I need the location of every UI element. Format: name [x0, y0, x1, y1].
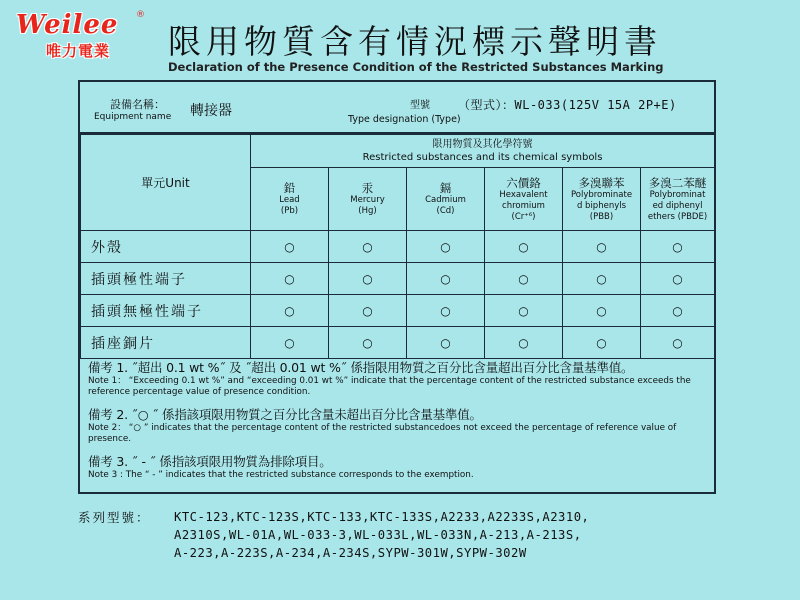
type-label-en: Type designation (Type)	[348, 114, 461, 125]
equipment-section	[80, 82, 714, 134]
mark-cell: ○	[641, 263, 715, 295]
substance-en: Lead	[279, 195, 300, 205]
note-3-zh: 備考 3. ˝ - ˝ 係指該項限用物質為排除項目。	[88, 454, 332, 469]
substance-symbol: (Cd)	[436, 206, 455, 216]
substance-en-2: ed diphenyl	[652, 200, 703, 211]
unit-name: 插頭極性端子	[81, 263, 251, 295]
substance-header-cadmium	[407, 168, 485, 231]
substance-symbol: (Hg)	[358, 206, 377, 216]
mark-cell: ○	[485, 327, 563, 359]
mark-cell: ○	[251, 295, 329, 327]
mark-cell: ○	[407, 295, 485, 327]
declaration-document	[78, 80, 716, 494]
equipment-label-zh: 設備名稱：	[110, 98, 165, 111]
mark-cell: ○	[329, 263, 407, 295]
mark-cell: ○	[407, 231, 485, 263]
mark-cell: ○	[485, 263, 563, 295]
table-row	[81, 327, 715, 359]
substance-en: Polybrominat	[649, 189, 706, 200]
substance-symbol: (Pb)	[280, 206, 299, 216]
note-2-en: Note 2： “○ ” indicates that the percentage content of the restricted substancedoes not exceed the percentage of reference value of presence.	[88, 423, 677, 444]
mark-cell: ○	[329, 327, 407, 359]
substance-en-2: d biphenyls	[576, 200, 627, 211]
mark-cell: ○	[251, 327, 329, 359]
logo-company-text: 唯力電業	[46, 42, 111, 60]
note-3-en: Note 3 : The “ - ” indicates that the restricted substance corresponds to the exemption.	[88, 470, 474, 480]
mark-cell: ○	[641, 295, 715, 327]
series-line: A-223,A-223S,A-234,A-234S,SYPW-301W,SYPW-302W	[174, 546, 527, 560]
type-value: （型式）：WL-033(125V 15A 2P+E)	[458, 98, 677, 112]
table-row	[81, 295, 715, 327]
mark-cell: ○	[641, 327, 715, 359]
mark-cell: ○	[563, 263, 641, 295]
substance-en-2: chromium	[502, 200, 545, 211]
page-subtitle: Declaration of the Presence Condition of the Restricted Substances Marking	[168, 60, 664, 74]
series-list	[174, 508, 589, 562]
substance-zh: 多溴二苯醚	[648, 175, 707, 190]
mark-cell: ○	[563, 327, 641, 359]
mark-cell: ○	[485, 295, 563, 327]
unit-name: 插頭無極性端子	[81, 295, 251, 327]
mark-cell: ○	[407, 263, 485, 295]
substance-header-chromium	[485, 168, 563, 231]
mark-cell: ○	[485, 231, 563, 263]
substance-header-mercury	[329, 168, 407, 231]
substance-en: Cadmium	[425, 195, 466, 205]
mark-cell: ○	[251, 263, 329, 295]
unit-name: 外殼	[81, 231, 251, 263]
series-line: KTC-123,KTC-123S,KTC-133,KTC-133S,A2233,A2233S,A2310,	[174, 510, 590, 524]
series-label: 系列型號：	[78, 510, 151, 525]
substance-symbol: (PBB)	[589, 211, 614, 222]
substance-zh: 汞	[361, 181, 374, 195]
unit-header: 單元Unit	[81, 135, 251, 231]
substance-group-header	[251, 135, 715, 168]
substance-header-pbb	[563, 168, 641, 231]
notes-section	[80, 355, 714, 490]
substance-zh: 鉛	[283, 181, 296, 195]
table-row	[81, 231, 715, 263]
substance-zh: 鎘	[439, 181, 452, 195]
substance-symbol: ethers (PBDE)	[647, 211, 708, 222]
note-1-en: Note 1： “Exceeding 0.1 wt %” and “exceeding 0.01 wt %” indicate that the percentage content of the restricted substance exceeds the reference percentage value of presence condition.	[88, 376, 691, 397]
substance-table	[80, 134, 715, 359]
registered-mark: ®	[136, 10, 145, 20]
mark-cell: ○	[407, 327, 485, 359]
mark-cell: ○	[641, 231, 715, 263]
type-label: 型號	[410, 100, 430, 111]
mark-cell: ○	[563, 295, 641, 327]
substance-zh: 六價鉻	[506, 175, 541, 190]
equipment-name-value: 轉接器	[190, 103, 232, 119]
substance-en: Polybrominate	[570, 189, 633, 200]
note-2-zh: 備考 2. ˝○ ˝ 係指該項限用物質之百分比含量未超出百分比含量基準值。	[88, 407, 482, 422]
group-header-en: Restricted substances and its chemical symbols	[362, 152, 603, 163]
substance-zh: 多溴聯苯	[578, 175, 625, 190]
equipment-label-en: Equipment name	[94, 112, 172, 122]
mark-cell: ○	[563, 231, 641, 263]
substance-header-pbde	[641, 168, 715, 231]
mark-cell: ○	[329, 295, 407, 327]
note-1-zh: 備考 1. ˝超出 0.1 wt %˝ 及 ˝超出 0.01 wt %˝ 係指限用物質之百分比含量超出百分比含量基準值。	[88, 360, 634, 375]
unit-name: 插座銅片	[81, 327, 251, 359]
logo-brand-text: Weilee	[16, 10, 119, 40]
series-line: A2310S,WL-01A,WL-033-3,WL-033L,WL-033N,A-213,A-213S,	[174, 528, 582, 542]
mark-cell: ○	[329, 231, 407, 263]
company-logo	[16, 10, 144, 58]
substance-header-lead	[251, 168, 329, 231]
group-header-zh: 限用物質及其化學符號	[432, 139, 533, 150]
substance-symbol: (Cr⁺⁶)	[511, 211, 536, 222]
substance-en: Hexavalent	[499, 189, 548, 200]
page-title: 限用物質含有情況標示聲明書	[168, 22, 662, 61]
substance-en: Mercury	[350, 195, 385, 205]
table-row	[81, 263, 715, 295]
mark-cell: ○	[251, 231, 329, 263]
